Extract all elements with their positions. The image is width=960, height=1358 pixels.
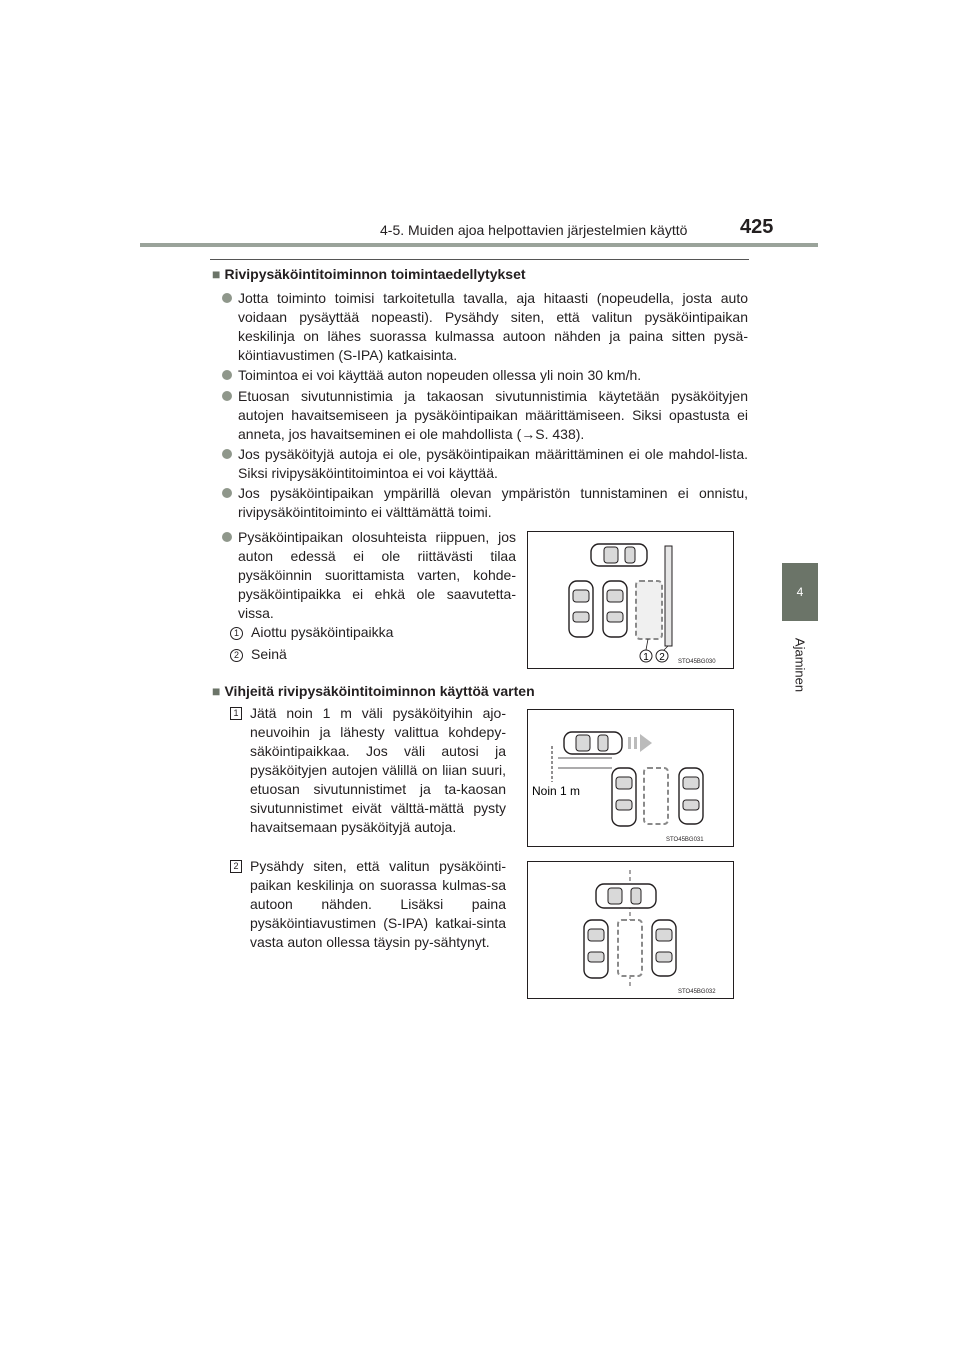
bullet-dot-icon xyxy=(222,370,232,380)
car-icon xyxy=(596,884,656,908)
bullet-item: Jos pysäköintipaikan ympärillä olevan ympäristön tunnistaminen ei onnistu, rivipysäköintitoiminto ei välttämättä toimi. xyxy=(222,484,748,522)
car-icon xyxy=(652,920,676,976)
step-number: 2 xyxy=(230,860,242,873)
figure-code: STO45BG031 xyxy=(666,837,704,843)
car-icon xyxy=(564,732,622,754)
page-number: 425 xyxy=(740,216,774,238)
callout-number: 2 xyxy=(230,649,243,662)
direction-arrow-icon xyxy=(628,734,652,752)
target-parking-space xyxy=(618,920,642,976)
step-item: 1 Jätä noin 1 m väli pysäköityihin ajo-neuvoihin ja lähesty valittua kohdepy-säköintipaikkaa. Jos väli autosi ja pysäköityjen autojen välillä on liian suuri, etuosan sivutunnistimet ja ta-kaosan sivutunnistimet eivät välttä-mättä pysty havaitsemaan pysäköityjä autoja. xyxy=(230,704,506,837)
legend-item-parking-space: 1 Aiottu pysäköintipaikka xyxy=(230,624,393,640)
step-item: 2 Pysähdy siten, että valitun pysäköinti-paikan keskilinja on suorassa kulmas-sa autoon nähden. Lisäksi paina pysäköintiavustimen (S-IPA) katkai-sinta vasta auton ollessa täysin py-sähtynyt. xyxy=(230,857,506,952)
figure-parking-space-wall xyxy=(527,531,734,669)
content-rule xyxy=(210,259,749,260)
legend-item-wall: 2 Seinä xyxy=(230,646,287,662)
bullet-dot-icon xyxy=(222,488,232,498)
car-icon xyxy=(584,920,608,978)
callout-label: 2 xyxy=(659,652,665,663)
figure-code: STO45BG030 xyxy=(678,659,716,665)
section-square-icon: ■ xyxy=(212,266,221,282)
section-heading-conditions: ■ Rivipysäköintitoiminnon toimintaedellytykset xyxy=(212,266,526,282)
distance-label: Noin 1 m xyxy=(532,784,581,798)
bullet-item: Toimintoa ei voi käyttää auton nopeuden ollessa yli noin 30 km/h. xyxy=(222,366,748,385)
car-icon xyxy=(679,768,703,824)
figure-code: STO45BG032 xyxy=(678,989,716,995)
bullet-dot-icon xyxy=(222,532,232,542)
callout-number: 1 xyxy=(230,627,243,640)
figure-approach-distance xyxy=(527,709,734,847)
target-parking-space xyxy=(636,581,662,639)
header-title: 4-5. Muiden ajoa helpottavien järjestelmien käyttö xyxy=(380,222,688,238)
figure-centerline-alignment xyxy=(527,861,734,999)
section-square-icon: ■ xyxy=(212,683,221,699)
bullet-dot-icon xyxy=(222,449,232,459)
chapter-tab: 4 xyxy=(782,563,818,621)
bullet-item: Jos pysäköityjä autoja ei ole, pysäköintipaikan määrittäminen ei ole mahdol-lista. Siksi rivipysäköintitoimintoa ei voi käyttää. xyxy=(222,445,748,483)
wall xyxy=(665,546,672,646)
car-icon xyxy=(612,768,636,826)
car-icon xyxy=(603,581,627,637)
bullet-dot-icon xyxy=(222,391,232,401)
target-parking-space xyxy=(644,768,668,824)
bullet-dot-icon xyxy=(222,293,232,303)
header-rule xyxy=(140,243,818,247)
step-number: 1 xyxy=(230,707,242,720)
section-heading-tips: ■ Vihjeitä rivipysäköintitoiminnon käyttöä varten xyxy=(212,683,535,699)
bullet-item: Pysäköintipaikan olosuhteista riippuen, jos auton edessä ei ole riittävästi tilaa pysäköinnin suorittamista varten, kohde-pysäköintipaikka ei ehkä ole saavutetta-vissa. xyxy=(222,528,516,623)
bullet-item: Etuosan sivutunnistimia ja takaosan sivutunnistimia käytetään pysäköityjen autojen havaitsemiseen ja pysäköintipaikan määrittämiseen. Siksi opastusta ei anneta, jos havaitseminen ei ole mahdollista (→S. 438). xyxy=(222,387,748,444)
bullet-item: Jotta toiminto toimisi tarkoitetulla tavalla, aja hitaasti (nopeudella, josta auto voidaan pysäyttää nopeasti). Pysähdy siten, että valitun pysäköintipaikan keskilinja on lähes suorassa kulmassa autoon nähden ja paina sitten pysä-köintiavustimen (S-IPA) katkaisinta. xyxy=(222,289,748,365)
car-icon xyxy=(591,544,647,566)
car-icon xyxy=(569,581,593,637)
chapter-label: Ajaminen xyxy=(792,637,808,693)
callout-label: 1 xyxy=(643,652,649,663)
